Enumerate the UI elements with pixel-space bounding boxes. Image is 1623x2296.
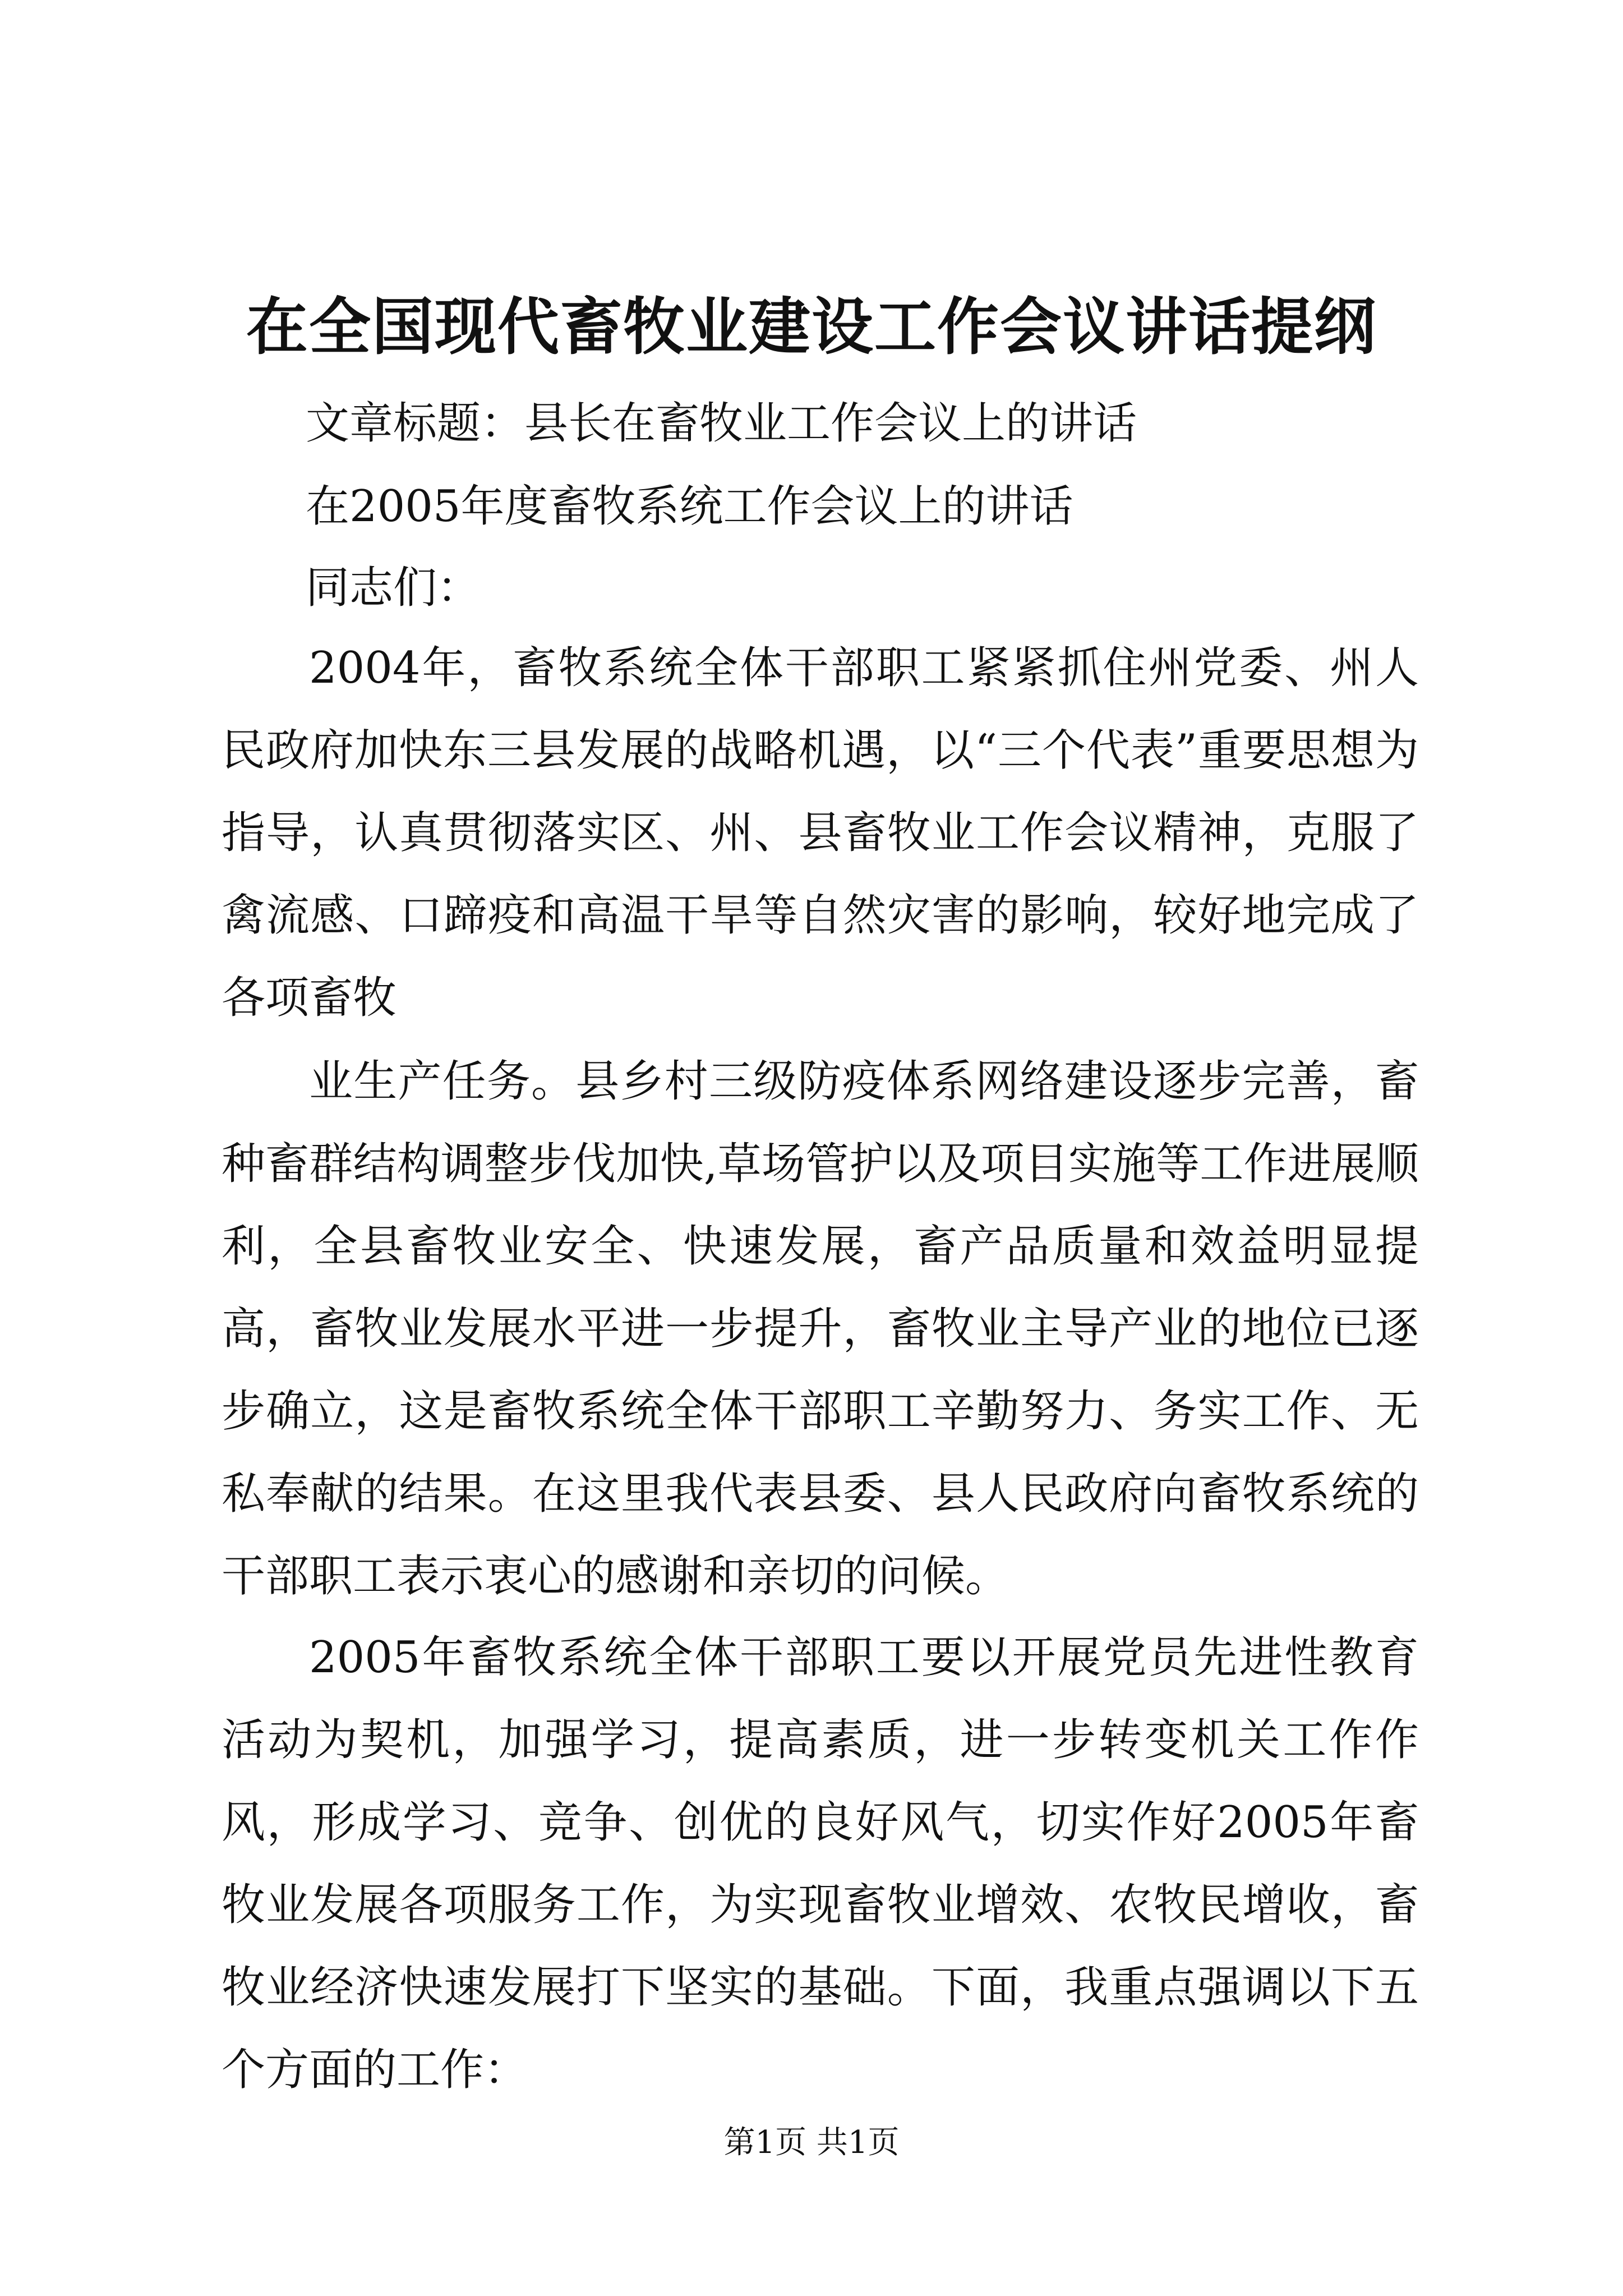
paragraph-1: 2004年，畜牧系统全体干部职工紧紧抓住州党委、州人民政府加快东三县发展的战略机遇，以“三个代表”重要思想为指导，认真贯彻落实区、州、县畜牧业工作会议精神，克服了禽流感、口蹄疫和高温干旱等自然灾害的影响，较好地完成了各项畜牧 (222, 643, 1419, 1023)
article-title-line: 文章标题：县长在畜牧业工作会议上的讲话 (306, 398, 1137, 449)
page-footer: 第1页 共1页 (723, 2124, 900, 2161)
document-title: 在全国现代畜牧业建设工作会议讲话提纲 (246, 291, 1377, 363)
salutation: 同志们： (306, 563, 481, 613)
paragraph-2: 业生产任务。县乡村三级防疫体系网络建设逐步完善，畜种畜群结构调整步伐加快,草场管护以及项目实施等工作进展顺利，全县畜牧业安全、快速发展，畜产品质量和效益明显提高，畜牧业发展水平进一步提升，畜牧业主导产业的地位已逐步确立，这是畜牧系统全体干部职工辛勤努力、务实工作、无私奉献的结果。在这里我代表县委、县人民政府向畜牧系统的干部职工表示衷心的感谢和亲切的问候。 (222, 1056, 1419, 1602)
paragraph-3: 2005年畜牧系统全体干部职工要以开展党员先进性教育活动为契机，加强学习，提高素质，进一步转变机关工作作风，形成学习、竞争、创优的良好风气，切实作好2005年畜牧业发展各项服务工作，为实现畜牧业增效、农牧民增收，畜牧业经济快速发展打下坚实的基础。下面，我重点强调以下五个方面的工作： (222, 1632, 1419, 2095)
speech-heading: 在2005年度畜牧系统工作会议上的讲话 (306, 481, 1073, 532)
